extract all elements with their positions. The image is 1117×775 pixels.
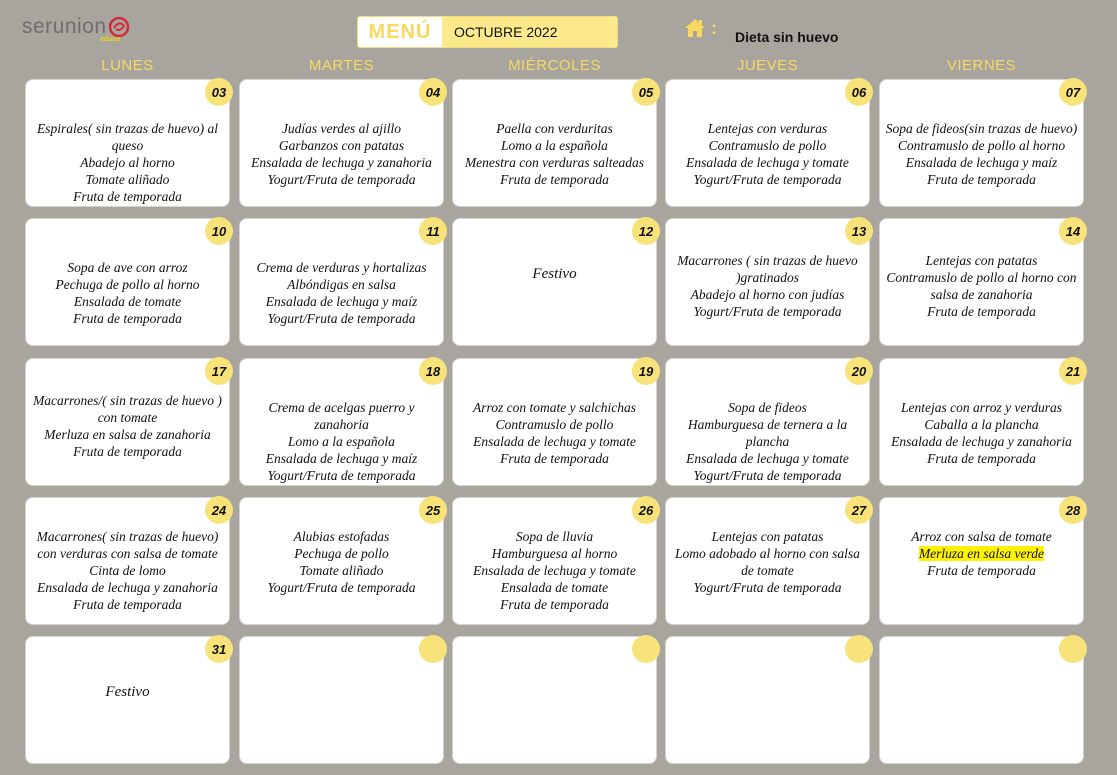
dish-text: Fruta de temporada bbox=[73, 189, 182, 204]
dish-text: Yogurt/Fruta de temporada bbox=[267, 311, 416, 326]
dish-text: Lentejas con verduras bbox=[707, 121, 828, 136]
dish-item bbox=[30, 443, 225, 460]
dish-text: Arroz con tomate y salchichas bbox=[473, 400, 636, 415]
day-cell bbox=[25, 636, 230, 764]
dish-item bbox=[244, 276, 439, 293]
dish-text: Fruta de temporada bbox=[927, 304, 1036, 319]
dish-list bbox=[880, 120, 1083, 188]
dish-list bbox=[666, 120, 869, 188]
dish-text: Contramuslo de pollo bbox=[495, 417, 614, 432]
day-cell bbox=[25, 358, 230, 486]
dish-text: Contramuslo de pollo bbox=[708, 138, 827, 153]
dish-item bbox=[670, 528, 865, 545]
day-cell bbox=[665, 358, 870, 486]
dish-item bbox=[244, 293, 439, 310]
day-header-4: VIERNES bbox=[946, 57, 1017, 74]
dish-text: Ensalada de tomate bbox=[73, 294, 182, 309]
dish-item bbox=[244, 562, 439, 579]
day-number-badge: 10 bbox=[205, 217, 233, 245]
dish-text: Yogurt/Fruta de temporada bbox=[267, 172, 416, 187]
dish-item bbox=[670, 545, 865, 579]
day-number-badge: 31 bbox=[205, 635, 233, 663]
dish-item bbox=[244, 259, 439, 276]
dish-item bbox=[884, 528, 1079, 545]
dish-item bbox=[670, 252, 865, 286]
day-number-badge bbox=[419, 635, 447, 663]
day-number-badge: 06 bbox=[845, 78, 873, 106]
dish-list bbox=[666, 252, 869, 320]
dish-item bbox=[457, 528, 652, 545]
dish-item bbox=[884, 137, 1079, 154]
dish-item bbox=[457, 579, 652, 596]
dish-text: Fruta de temporada bbox=[73, 311, 182, 326]
dish-item bbox=[884, 252, 1079, 269]
dish-item bbox=[457, 562, 652, 579]
dish-item bbox=[884, 120, 1079, 137]
dish-item bbox=[457, 399, 652, 416]
brand-name: serunion bbox=[22, 15, 107, 38]
day-number-badge: 18 bbox=[419, 357, 447, 385]
dish-item bbox=[457, 450, 652, 467]
dish-text: Judías verdes al ajillo bbox=[281, 121, 402, 136]
day-number-badge bbox=[1059, 635, 1087, 663]
dish-text: Fruta de temporada bbox=[500, 597, 609, 612]
dish-item bbox=[670, 416, 865, 450]
dish-text: Yogurt/Fruta de temporada bbox=[693, 468, 842, 483]
day-number-badge: 03 bbox=[205, 78, 233, 106]
dish-text: Espirales( sin trazas de huevo) al queso bbox=[36, 121, 219, 153]
dish-item bbox=[884, 450, 1079, 467]
dish-item bbox=[884, 433, 1079, 450]
dish-text: Ensalada de lechuga y maíz bbox=[265, 451, 418, 466]
dish-item bbox=[670, 286, 865, 303]
dish-list bbox=[453, 399, 656, 467]
day-number-badge: 12 bbox=[632, 217, 660, 245]
day-cell bbox=[665, 218, 870, 346]
dish-list bbox=[880, 252, 1083, 320]
dish-item bbox=[30, 259, 225, 276]
day-cell bbox=[452, 497, 657, 625]
dish-item bbox=[457, 171, 652, 188]
dish-text: Lentejas con patatas bbox=[925, 253, 1038, 268]
dish-item bbox=[884, 562, 1079, 579]
dish-item bbox=[244, 120, 439, 137]
day-cell bbox=[239, 218, 444, 346]
day-cell bbox=[665, 79, 870, 207]
dish-text: Yogurt/Fruta de temporada bbox=[267, 468, 416, 483]
dish-text: Hamburguesa al horno bbox=[491, 546, 618, 561]
day-header-2: MIÉRCOLES bbox=[508, 57, 601, 74]
dish-list bbox=[666, 399, 869, 484]
home-indicator bbox=[683, 17, 717, 39]
dish-text: Lentejas con arroz y verduras bbox=[901, 400, 1062, 415]
day-number-badge: 17 bbox=[205, 357, 233, 385]
dish-text: Macarrones/( sin trazas de huevo ) con tomate bbox=[33, 393, 222, 425]
dish-item bbox=[457, 154, 652, 171]
dish-text: Macarrones ( sin trazas de huevo )gratinados bbox=[677, 253, 858, 285]
dish-item bbox=[670, 154, 865, 171]
dish-item bbox=[244, 399, 439, 433]
dish-text: Pechuga de pollo bbox=[294, 546, 389, 561]
dish-item bbox=[244, 528, 439, 545]
dish-item bbox=[884, 269, 1079, 303]
dish-text: Fruta de temporada bbox=[500, 172, 609, 187]
dish-item bbox=[30, 120, 225, 154]
dish-text: Pechuga de pollo al horno bbox=[55, 277, 200, 292]
dish-list bbox=[240, 528, 443, 596]
dish-item bbox=[670, 120, 865, 137]
dish-text: Arroz con salsa de tomate bbox=[911, 529, 1052, 544]
dish-text: Sopa de fideos bbox=[728, 400, 807, 415]
dish-text: Crema de acelgas puerro y zanahoria bbox=[268, 400, 415, 432]
dish-text: Garbanzos con patatas bbox=[278, 138, 405, 153]
day-cell bbox=[879, 79, 1084, 207]
dish-item bbox=[457, 433, 652, 450]
day-cell bbox=[879, 497, 1084, 625]
dish-text: Ensalada de lechuga y tomate bbox=[473, 563, 636, 578]
dish-text: Tomate aliñado bbox=[299, 563, 384, 578]
dish-text: Ensalada de lechuga y zanahoria bbox=[891, 434, 1072, 449]
day-number-badge: 24 bbox=[205, 496, 233, 524]
dish-item bbox=[244, 171, 439, 188]
dish-text: Menestra con verduras salteadas bbox=[464, 155, 645, 170]
dish-item bbox=[884, 154, 1079, 171]
holiday-label: Festivo bbox=[105, 684, 150, 700]
dish-text: Merluza en salsa verde bbox=[918, 546, 1045, 561]
dish-list bbox=[26, 259, 229, 327]
dish-list bbox=[240, 120, 443, 188]
dish-item bbox=[884, 303, 1079, 320]
dish-item bbox=[670, 303, 865, 320]
day-number-badge: 27 bbox=[845, 496, 873, 524]
dish-text: Ensalada de lechuga y tomate bbox=[686, 155, 849, 170]
day-number-badge: 26 bbox=[632, 496, 660, 524]
home-colon: : bbox=[711, 17, 717, 38]
day-number-badge: 04 bbox=[419, 78, 447, 106]
dish-text: Fruta de temporada bbox=[927, 451, 1036, 466]
day-number-badge: 13 bbox=[845, 217, 873, 245]
dish-list bbox=[453, 528, 656, 613]
dish-text: Contramuslo de pollo al horno bbox=[897, 138, 1066, 153]
day-number-badge bbox=[845, 635, 873, 663]
dish-item bbox=[30, 188, 225, 205]
dish-item bbox=[670, 171, 865, 188]
dish-list bbox=[26, 528, 229, 613]
day-number-badge: 11 bbox=[419, 217, 447, 245]
dish-item bbox=[457, 545, 652, 562]
dish-item bbox=[30, 276, 225, 293]
dish-text: Ensalada de lechuga y tomate bbox=[686, 451, 849, 466]
dish-item bbox=[670, 137, 865, 154]
day-cell bbox=[879, 636, 1084, 764]
dish-text: Sopa de lluvia bbox=[515, 529, 594, 544]
dish-item bbox=[30, 310, 225, 327]
dish-text: Ensalada de lechuga y maíz bbox=[905, 155, 1058, 170]
dish-text: Yogurt/Fruta de temporada bbox=[693, 304, 842, 319]
home-icon bbox=[683, 17, 707, 39]
dish-item bbox=[30, 579, 225, 596]
dish-item bbox=[30, 562, 225, 579]
day-number-badge: 07 bbox=[1059, 78, 1087, 106]
day-number-badge: 14 bbox=[1059, 217, 1087, 245]
day-cell bbox=[25, 79, 230, 207]
dish-text: Crema de verduras y hortalizas bbox=[256, 260, 427, 275]
dish-text: Lomo a la española bbox=[501, 138, 608, 153]
dish-text: Fruta de temporada bbox=[500, 451, 609, 466]
holiday-label: Festivo bbox=[532, 266, 577, 282]
serunion-logo bbox=[22, 14, 130, 43]
dish-text: Abadejo al horno bbox=[80, 155, 175, 170]
dish-item bbox=[244, 310, 439, 327]
dish-text: Ensalada de lechuga y zanahoria bbox=[251, 155, 432, 170]
day-header-0: LUNES bbox=[101, 57, 154, 74]
dish-text: Fruta de temporada bbox=[73, 597, 182, 612]
dish-text: Alubias estofadas bbox=[293, 529, 390, 544]
dish-item bbox=[244, 579, 439, 596]
dish-item bbox=[30, 596, 225, 613]
dish-item bbox=[884, 545, 1079, 562]
dish-text: Fruta de temporada bbox=[927, 172, 1036, 187]
dish-item bbox=[457, 137, 652, 154]
dish-item bbox=[670, 399, 865, 416]
dish-text: Ensalada de lechuga y zanahoria bbox=[37, 580, 218, 595]
day-header-1: MARTES bbox=[308, 57, 375, 74]
dish-text: Paella con verduritas bbox=[496, 121, 613, 136]
day-cell bbox=[665, 497, 870, 625]
brand-sub: educa bbox=[100, 36, 121, 43]
dish-text: Lentejas con patatas bbox=[711, 529, 824, 544]
dish-item bbox=[244, 433, 439, 450]
dish-item bbox=[457, 416, 652, 433]
day-cell bbox=[25, 218, 230, 346]
dish-item bbox=[30, 392, 225, 426]
dish-item bbox=[884, 171, 1079, 188]
dish-text: Macarrones( sin trazas de huevo) con verduras con salsa de tomate bbox=[36, 529, 219, 561]
day-cell bbox=[239, 497, 444, 625]
dish-list bbox=[880, 528, 1083, 579]
day-cell bbox=[239, 636, 444, 764]
dish-text: Yogurt/Fruta de temporada bbox=[267, 580, 416, 595]
dish-text: Ensalada de lechuga y tomate bbox=[473, 434, 636, 449]
day-number-badge: 19 bbox=[632, 357, 660, 385]
dish-item bbox=[244, 154, 439, 171]
dish-list bbox=[26, 392, 229, 460]
day-cell bbox=[879, 218, 1084, 346]
dish-list bbox=[880, 399, 1083, 467]
menu-label: MENÚ bbox=[358, 17, 442, 47]
rose-logo-icon bbox=[108, 16, 130, 38]
dish-item bbox=[30, 171, 225, 188]
day-number-badge: 05 bbox=[632, 78, 660, 106]
dish-text: Ensalada de tomate bbox=[500, 580, 609, 595]
dish-item bbox=[670, 450, 865, 467]
day-cell bbox=[879, 358, 1084, 486]
menu-month: OCTUBRE 2022 bbox=[454, 24, 558, 40]
dish-item bbox=[244, 545, 439, 562]
day-header-3: JUEVES bbox=[736, 57, 799, 74]
dish-text: Yogurt/Fruta de temporada bbox=[693, 172, 842, 187]
dish-text: Lomo adobado al horno con salsa de tomate bbox=[675, 546, 860, 578]
day-cell bbox=[239, 79, 444, 207]
dish-list bbox=[26, 120, 229, 205]
dish-item bbox=[457, 120, 652, 137]
dish-text: Lomo a la española bbox=[288, 434, 395, 449]
day-cell bbox=[452, 79, 657, 207]
dish-text: Yogurt/Fruta de temporada bbox=[693, 580, 842, 595]
dish-text: Merluza en salsa de zanahoria bbox=[44, 427, 211, 442]
dish-item bbox=[457, 596, 652, 613]
day-cell bbox=[239, 358, 444, 486]
day-cell bbox=[25, 497, 230, 625]
dish-text: Abadejo al horno con judías bbox=[690, 287, 845, 302]
dish-text: Sopa de ave con arroz bbox=[67, 260, 188, 275]
dish-list bbox=[240, 399, 443, 484]
day-number-badge: 20 bbox=[845, 357, 873, 385]
dish-item bbox=[884, 399, 1079, 416]
dish-item bbox=[30, 293, 225, 310]
day-number-badge: 25 bbox=[419, 496, 447, 524]
dish-list bbox=[453, 120, 656, 188]
dish-text: Fruta de temporada bbox=[927, 563, 1036, 578]
dish-text: Hamburguesa de ternera a la plancha bbox=[687, 417, 848, 449]
dish-text: Cinta de lomo bbox=[89, 563, 166, 578]
dish-list bbox=[666, 528, 869, 596]
dish-text: Sopa de fideos(sin trazas de huevo) bbox=[885, 121, 1078, 136]
dish-list bbox=[240, 259, 443, 327]
dish-text: Albóndigas en salsa bbox=[287, 277, 396, 292]
dish-text: Contramuslo de pollo al horno con salsa de zanahoria bbox=[886, 270, 1077, 302]
dish-item bbox=[30, 528, 225, 562]
dish-item bbox=[670, 467, 865, 484]
dish-item bbox=[30, 426, 225, 443]
dish-item bbox=[244, 467, 439, 484]
day-cell bbox=[452, 636, 657, 764]
day-number-badge bbox=[632, 635, 660, 663]
dish-item bbox=[30, 154, 225, 171]
dish-item bbox=[244, 450, 439, 467]
day-cell bbox=[665, 636, 870, 764]
diet-label: Dieta sin huevo bbox=[735, 29, 839, 45]
day-number-badge: 28 bbox=[1059, 496, 1087, 524]
dish-text: Ensalada de lechuga y maíz bbox=[265, 294, 418, 309]
menu-header bbox=[357, 16, 618, 48]
day-cell bbox=[452, 358, 657, 486]
dish-text: Caballa a la plancha bbox=[924, 417, 1039, 432]
dish-item bbox=[244, 137, 439, 154]
day-number-badge: 21 bbox=[1059, 357, 1087, 385]
dish-item bbox=[884, 416, 1079, 433]
day-cell bbox=[452, 218, 657, 346]
dish-item bbox=[670, 579, 865, 596]
dish-text: Tomate aliñado bbox=[85, 172, 170, 187]
dish-text: Fruta de temporada bbox=[73, 444, 182, 459]
